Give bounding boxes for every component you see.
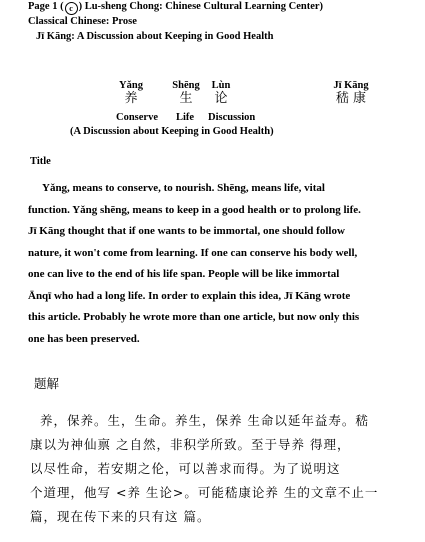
chinese-line: 篇，现在传下来的只有这 篇。 (30, 509, 211, 524)
author-block (326, 79, 376, 105)
pinyin-lun: Lùn (211, 80, 231, 91)
chinese-paragraph (30, 409, 378, 529)
title-translation: (A Discussion about Keeping in Good Health) (70, 126, 274, 137)
chinese-yang: 养 (124, 91, 138, 106)
header-source: ) Lu-sheng Chong: Chinese Cultural Learning Center) (78, 1, 324, 12)
paragraph-line: Jī Kāng thought that if one wants to be immortal, one should follow (28, 225, 345, 237)
paragraph-line: nature, it won't come from learning. If one can conserve his body well, (28, 246, 358, 259)
paragraph-line: one has been preserved. (28, 332, 140, 345)
header-line-1 (28, 0, 323, 15)
paragraph-line: one can live to the end of his life span. People will be like immortal (28, 268, 340, 280)
chinese-lun: 论 (214, 91, 228, 106)
chinese-sheng: 生 (179, 91, 193, 106)
title-col-sheng (166, 79, 206, 105)
paragraph-line: function. Yǎng shēng, means to keep in a good health or to prolong life. (28, 203, 361, 216)
gloss-conserve: Conserve (116, 112, 158, 123)
paragraph-line: Yǎng, means to conserve, to nourish. Shēng, means life, vital (42, 182, 325, 194)
chinese-line: 以尽性命，若安期之伦，可以善求而得。为了说明这 (30, 461, 341, 476)
paragraph-line: this article. Probably he wrote more than one article, but now only this (28, 311, 360, 323)
title-col-yang (114, 79, 148, 105)
author-pinyin: Jī Kāng (333, 80, 369, 91)
section-label-title: Title (30, 156, 51, 167)
title-col-lun (204, 79, 238, 105)
chinese-line: 养，保养。生，生命。养生，保养 生命以延年益寿。嵇 (30, 413, 369, 428)
pinyin-sheng: Shēng (172, 80, 200, 91)
author-chinese: 嵇 康 (335, 91, 367, 106)
copyright-icon: c (65, 2, 78, 15)
header-prefix: Page 1 ( (28, 1, 64, 12)
chinese-line: 康以为神仙禀 之自然，非积学所致。至于导养 得理， (30, 437, 351, 452)
chinese-line: 个道理，他写 <养 生论>。可能嵇康论养 生的文章不止一 (30, 485, 379, 500)
chinese-heading: 题解 (34, 376, 60, 391)
paragraph-line: Ānqī who had a long life. In order to explain this idea, Jī Kāng wrote (28, 289, 351, 302)
pinyin-yang: Yǎng (119, 80, 143, 91)
gloss-discussion: Discussion (208, 112, 256, 123)
english-paragraph (28, 178, 408, 350)
header-line-3: Jī Kāng: A Discussion about Keeping in Good Health (36, 31, 274, 42)
header-line-2: Classical Chinese: Prose (28, 16, 137, 27)
gloss-life: Life (176, 112, 195, 123)
